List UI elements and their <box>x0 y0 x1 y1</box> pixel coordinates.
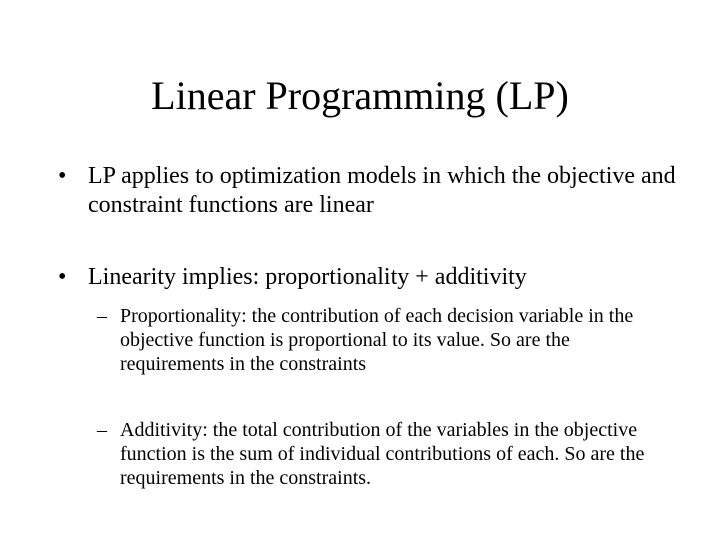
bullet-item <box>58 162 678 220</box>
sub-bullet-item <box>97 418 677 490</box>
sub-bullet-marker: – <box>97 419 107 441</box>
bullet-text: LP applies to optimization models in which the objective and constraint functions are linear <box>88 163 676 218</box>
sub-bullet-text: Proportionality: the contribution of each decision variable in the objective function is proportional to its value. So are the requirements in the constraints <box>120 305 634 375</box>
sub-bullet-item <box>97 304 677 376</box>
sub-bullet-text: Additivity: the total contribution of the variables in the objective function is the sum of individual contributions of each. So are the requirements in the constraints. <box>120 419 645 489</box>
bullet-marker: • <box>58 163 67 189</box>
bullet-item <box>58 263 678 292</box>
sub-bullet-marker: – <box>97 305 107 327</box>
bullet-marker: • <box>58 264 67 290</box>
slide-title: Linear Programming (LP) <box>151 73 569 118</box>
bullet-text: Linearity implies: proportionality + additivity <box>88 264 527 290</box>
